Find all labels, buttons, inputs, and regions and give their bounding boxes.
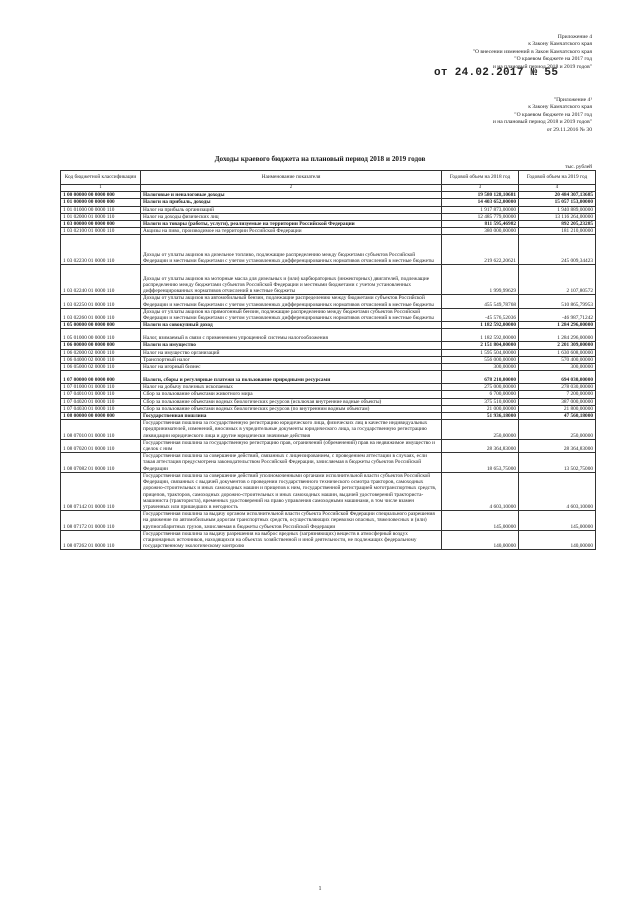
- amount-2019: 1 284 296,00000: [519, 329, 596, 342]
- budget-code: 1 03 02250 01 0000 110: [61, 295, 141, 308]
- amount-2019: 570 400,00000: [519, 356, 596, 363]
- amount-2018: 1 999,99629: [442, 265, 519, 295]
- header-line: к Закону Камчатского края: [528, 104, 592, 111]
- amount-2018: 4 603,10000: [442, 472, 519, 510]
- table-row: [61, 511, 596, 531]
- table-row: [61, 308, 596, 321]
- table-row: [61, 228, 596, 235]
- amount-2019: 13 502,75000: [519, 453, 596, 473]
- amount-2019: 145,00000: [519, 511, 596, 531]
- indicator-name: Доходы от уплаты акцизов на моторные масла для дизельных и (или) карбюраторных (инжекторных) двигателей, подлежащие распределению между бюджетами субъектов Российской Федерации и местными бюджетами с учетом установленных дифференцированных нормативов отчислений в местные бюджеты: [141, 265, 442, 295]
- column-index: 1: [61, 185, 141, 192]
- header-line: "О краевом бюджете на 2017 год: [514, 56, 592, 63]
- column-index: 4: [519, 185, 596, 192]
- budget-code: 1 08 07020 01 0000 110: [61, 439, 141, 452]
- amount-2018: 140,00000: [442, 530, 519, 550]
- amount-2018: 21 000,00000: [442, 405, 519, 412]
- budget-code: 1 08 07172 01 0000 110: [61, 511, 141, 531]
- budget-code: 1 07 04030 01 0000 110: [61, 405, 141, 412]
- amount-2019: 245 009,34423: [519, 235, 596, 265]
- table-row: [61, 356, 596, 363]
- column-header-name: Наименование показателя: [141, 171, 442, 185]
- amount-2019: 21 800,00000: [519, 405, 596, 412]
- header-line: "О краевом бюджете на 2017 год: [514, 111, 592, 118]
- amount-2019: 13 116 264,00000: [519, 213, 596, 220]
- table-row: [61, 420, 596, 440]
- amount-2018: 455 549,78768: [442, 295, 519, 308]
- indicator-name: Налог на доходы физических лиц: [141, 213, 442, 220]
- column-header-code: Код бюджетной классификации: [61, 171, 141, 185]
- indicator-name: Налоги на совокупный доход: [141, 322, 442, 329]
- budget-code: 1 03 00000 00 0000 000: [61, 221, 141, 228]
- table-row: [61, 391, 596, 398]
- table-row: [61, 439, 596, 452]
- amount-2018: 275 000,00000: [442, 384, 519, 391]
- amount-2019: 510 865,79953: [519, 295, 596, 308]
- table-row: [61, 265, 596, 295]
- column-index: 3: [442, 185, 519, 192]
- indicator-name: Государственная пошлина за выдачу органом исполнительной власти субъекта Российской Федерации специального разрешения на движение по автомобильным дорогам транспортных средств, осуществляющих перевозки опасных, тяжеловесных и (или) крупногабаритных грузов, зачисляемая в бюджеты субъектов Российской Федерации: [141, 511, 442, 531]
- amount-2019: 694 030,00000: [519, 371, 596, 384]
- amount-2018: 18 653,75000: [442, 453, 519, 473]
- page-number: 1: [318, 886, 322, 892]
- amount-2018: 1 182 592,00000: [442, 322, 519, 329]
- amount-2018: 375 510,00000: [442, 398, 519, 405]
- budget-code: 1 06 04000 02 0000 110: [61, 356, 141, 363]
- amount-2019: 7 200,00000: [519, 391, 596, 398]
- amount-2018: 51 936,18000: [442, 413, 519, 420]
- table-row: [61, 322, 596, 329]
- indicator-name: Налог на добычу полезных ископаемых: [141, 384, 442, 391]
- budget-code: 1 08 00000 00 0000 000: [61, 413, 141, 420]
- indicator-name: Налог, взимаемый в связи с применением упрощенной системы налогообложения: [141, 329, 442, 342]
- amount-2019: 300,00000: [519, 364, 596, 371]
- indicator-name: Государственная пошлина: [141, 413, 442, 420]
- amount-2018: 556 000,00000: [442, 356, 519, 363]
- amount-2019: 1 284 296,00000: [519, 322, 596, 329]
- amount-2018: 219 622,20621: [442, 235, 519, 265]
- appendix-header-original: [493, 97, 592, 134]
- handwritten-date-stamp: от 24.02.2017 № 55: [434, 67, 559, 79]
- header-line: от 29.11.2016 № 30: [546, 126, 592, 133]
- amount-2019: 1 940 889,00000: [519, 206, 596, 213]
- indicator-name: Сбор за пользование объектами животного мира: [141, 391, 442, 398]
- header-line: и на плановый период 2018 и 2019 годов": [492, 119, 592, 126]
- amount-2018: 380 000,00000: [442, 228, 519, 235]
- amount-2018: 1 917 873,00000: [442, 206, 519, 213]
- amount-2019: 387 000,00000: [519, 398, 596, 405]
- indicator-name: Транспортный налог: [141, 356, 442, 363]
- table-row: [61, 349, 596, 356]
- amount-2019: 4 603,10000: [519, 472, 596, 510]
- table-row: [61, 371, 596, 384]
- amount-2018: 14 403 652,00000: [442, 199, 519, 206]
- indicator-name: Доходы от уплаты акцизов на дизельное топливо, подлежащие распределению между бюджетами субъектов Российской Федерации и местными бюджетами с учетом установленных дифференцированных нормативов отчислений в местные бюджеты: [141, 235, 442, 265]
- budget-code: 1 03 02230 01 0000 110: [61, 235, 141, 265]
- indicator-name: Государственная пошлина за государственную регистрацию прав, ограничений (обременений) прав на недвижимое имущество и сделок с ним: [141, 439, 442, 452]
- table-row: [61, 342, 596, 349]
- budget-code: 1 06 02000 02 0000 110: [61, 349, 141, 356]
- column-index: 2: [141, 185, 442, 192]
- indicator-name: Налог на игорный бизнес: [141, 364, 442, 371]
- amount-2019: 47 560,18000: [519, 413, 596, 420]
- indicator-name: Государственная пошлина за государственную регистрацию юридического лица, физических лиц в качестве индивидуальных предпринимателей, изменений, вносимых в учредительные документы юридического лица, за государственную регистрацию ликвидации юридического лица и другие юридически значимые действия: [141, 420, 442, 440]
- appendix-header: [473, 34, 592, 71]
- indicator-name: Государственная пошлина за совершение действий, связанных с лицензированием, с проведением аттестации в случаях, если такая аттестация предусмотрена законодательством Российской Федерации, зачисляемая в бюджеты субъектов Российской Федерации: [141, 453, 442, 473]
- budget-code: 1 03 02240 01 0000 110: [61, 265, 141, 295]
- budget-code: 1 05 00000 00 0000 000: [61, 322, 141, 329]
- amount-2018: 1 595 504,00000: [442, 349, 519, 356]
- budget-code: 1 08 07262 01 0000 110: [61, 530, 141, 550]
- amount-2018: 678 210,00000: [442, 371, 519, 384]
- budget-code: 1 07 00000 00 0000 000: [61, 371, 141, 384]
- budget-code: 1 08 07082 01 0000 110: [61, 453, 141, 473]
- indicator-name: Доходы от уплаты акцизов на прямогонный бензин, подлежащие распределению между бюджетами субъектов Российской Федерации и местными бюджетами с учетом установленных дифференцированных нормативов отчислений в местные бюджеты: [141, 308, 442, 321]
- indicator-name: Акцизы на пиво, производимое на территории Российской Федерации: [141, 228, 442, 235]
- indicator-name: Налоги на имущество: [141, 342, 442, 349]
- budget-code: 1 08 07142 01 0000 110: [61, 472, 141, 510]
- header-line: "Приложение 4¹: [553, 97, 592, 103]
- amount-2018: 6 700,00000: [442, 391, 519, 398]
- indicator-name: Сбор за пользование объектами водных биологических ресурсов (исключая внутренние водные объекты): [141, 398, 442, 405]
- table-row: [61, 221, 596, 228]
- budget-code: 1 06 05000 02 0000 110: [61, 364, 141, 371]
- indicator-name: Налоги на прибыль, доходы: [141, 199, 442, 206]
- table-row: [61, 364, 596, 371]
- amount-2019: 140,00000: [519, 530, 596, 550]
- amount-2018: 811 595,46982: [442, 221, 519, 228]
- amount-2019: 2 107,80572: [519, 265, 596, 295]
- amount-2018: 250,00000: [442, 420, 519, 440]
- budget-code: 1 08 07010 01 0000 110: [61, 420, 141, 440]
- amount-2018: 1 182 592,00000: [442, 329, 519, 342]
- header-line: к Закону Камчатского края: [528, 41, 592, 48]
- budget-code: 1 06 00000 00 0000 000: [61, 342, 141, 349]
- amount-2019: 2 201 309,00000: [519, 342, 596, 349]
- column-header-2018: Годовой объем на 2018 год: [442, 171, 519, 185]
- header-line: и на плановый период 2018 и 2019 годов": [492, 63, 592, 70]
- amount-2019: 15 057 153,00000: [519, 199, 596, 206]
- revenue-table: [60, 170, 596, 550]
- column-header-2019: Годовой объем на 2019 год: [519, 171, 596, 185]
- budget-code: 1 07 04010 01 0000 110: [61, 391, 141, 398]
- amount-2018: 300,00000: [442, 364, 519, 371]
- amount-2019: 20 484 307,13685: [519, 192, 596, 199]
- indicator-name: Налоги на товары (работы, услуги), реализуемые на территории Российской Федерации: [141, 221, 442, 228]
- amount-2018: 19 580 128,10681: [442, 192, 519, 199]
- indicator-name: Налоги, сборы и регулярные платежи за пользование природными ресурсами: [141, 371, 442, 384]
- indicator-name: Налог на имущество организаций: [141, 349, 442, 356]
- amount-2018: 28 364,83000: [442, 439, 519, 452]
- table-row: [61, 206, 596, 213]
- document-title: Доходы краевого бюджета на плановый период 2018 и 2019 годов: [214, 155, 426, 163]
- header-line: Приложение 4: [557, 34, 592, 40]
- budget-code: 1 03 02100 01 0000 110: [61, 228, 141, 235]
- amount-2018: -45 576,52036: [442, 308, 519, 321]
- table-row: [61, 329, 596, 342]
- unit-label: тыс. рублей: [565, 164, 592, 170]
- amount-2018: 12 485 779,00000: [442, 213, 519, 220]
- table-row: [61, 530, 596, 550]
- table-row: [61, 453, 596, 473]
- table-row: [61, 295, 596, 308]
- amount-2019: -46 987,71242: [519, 308, 596, 321]
- table-row: [61, 413, 596, 420]
- table-row: [61, 192, 596, 199]
- budget-code: 1 00 00000 00 0000 000: [61, 192, 141, 199]
- indicator-name: Доходы от уплаты акцизов на автомобильный бензин, подлежащие распределению между бюджетами субъектов Российской Федерации и местными бюджетами с учетом установленных дифференцированных нормативов отчислений в местные бюджеты: [141, 295, 442, 308]
- indicator-name: Налог на прибыль организаций: [141, 206, 442, 213]
- table-row: [61, 384, 596, 391]
- table-row: [61, 472, 596, 510]
- indicator-name: Государственная пошлина за выдачу разрешения на выброс вредных (загрязняющих) веществ в атмосферный воздух стационарных источников, находящихся на объектах хозяйственной и иной деятельности, не подлежащих федеральному государственному экологическому контролю: [141, 530, 442, 550]
- amount-2018: 2 151 804,00000: [442, 342, 519, 349]
- table-row: [61, 405, 596, 412]
- header-line: "О внесении изменений в Закон Камчатского края: [472, 48, 592, 55]
- amount-2019: 181 210,00000: [519, 228, 596, 235]
- budget-code: 1 07 04020 01 0000 110: [61, 398, 141, 405]
- amount-2019: 892 205,23285: [519, 221, 596, 228]
- table-row: [61, 199, 596, 206]
- budget-code: 1 01 01000 00 0000 110: [61, 206, 141, 213]
- table-row: [61, 398, 596, 405]
- budget-code: 1 07 01000 01 0000 110: [61, 384, 141, 391]
- table-row: [61, 235, 596, 265]
- indicator-name: Сбор за пользование объектами водных биологических ресурсов (по внутренним водным объектам): [141, 405, 442, 412]
- amount-2019: 250,00000: [519, 420, 596, 440]
- budget-code: 1 01 02000 01 0000 110: [61, 213, 141, 220]
- amount-2019: 1 630 608,00000: [519, 349, 596, 356]
- budget-code: 1 01 00000 00 0000 000: [61, 199, 141, 206]
- budget-code: 1 03 02260 01 0000 110: [61, 308, 141, 321]
- amount-2018: 145,00000: [442, 511, 519, 531]
- amount-2019: 278 030,00000: [519, 384, 596, 391]
- indicator-name: Государственная пошлина за совершение действий уполномоченными органами исполнительной власти субъектов Российской Федерации, связанных с выдачей документов о проведении государственного технического осмотра тракторов, самоходных дорожно-строительных и иных самоходных машин и прицепов к ним, государственной регистрацией мототранспортных средств, прицепов, тракторов, самоходных дорожно-строительных и иных самоходных машин, выдачей удостоверений тракториста-машиниста (тракториста), временных удостоверений на право управления самоходными машинами, в том числе взамен утраченных или пришедших в негодность: [141, 472, 442, 510]
- indicator-name: Налоговые и неналоговые доходы: [141, 192, 442, 199]
- table-row: [61, 213, 596, 220]
- amount-2019: 28 364,83000: [519, 439, 596, 452]
- budget-code: 1 05 01000 00 0000 110: [61, 329, 141, 342]
